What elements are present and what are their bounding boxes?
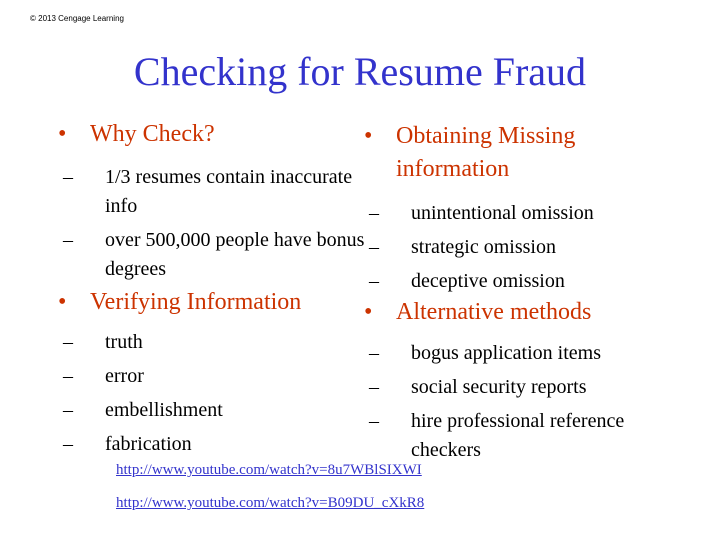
sub-item bbox=[364, 407, 641, 465]
left-section-verifying bbox=[58, 288, 358, 461]
bullet-heading bbox=[364, 298, 684, 327]
left-section-why-check bbox=[58, 120, 365, 284]
right-section-obtaining bbox=[364, 120, 684, 298]
sub-item-text: error bbox=[105, 365, 144, 387]
sub-item-text: bogus application items bbox=[411, 342, 601, 364]
sub-item-text: fabrication bbox=[105, 433, 192, 455]
sub-item-text: social security reports bbox=[411, 376, 587, 398]
slide-title: Checking for Resume Fraud bbox=[133, 49, 587, 94]
dash-icon: – bbox=[369, 236, 379, 258]
video-link-2[interactable]: http://www.youtube.com/watch?v=B09DU_cXkR8 bbox=[116, 495, 425, 511]
dash-icon: – bbox=[369, 342, 379, 364]
dash-icon: – bbox=[63, 166, 73, 188]
dash-icon: – bbox=[369, 270, 379, 292]
sub-item bbox=[58, 393, 358, 427]
dash-icon: – bbox=[63, 365, 73, 387]
bullet-heading bbox=[58, 288, 358, 317]
heading-text: Alternative methods bbox=[396, 299, 592, 325]
sub-item bbox=[364, 230, 684, 264]
sub-item-text: 1/3 resumes contain inaccurate info bbox=[105, 166, 353, 217]
sub-item bbox=[58, 359, 358, 393]
heading-text: Why Check? bbox=[90, 121, 215, 147]
dash-icon: – bbox=[63, 229, 73, 251]
bullet-icon: • bbox=[58, 289, 67, 315]
sub-item bbox=[364, 264, 684, 298]
bullet-heading bbox=[364, 120, 656, 186]
sub-item bbox=[58, 325, 358, 359]
sub-item bbox=[58, 226, 375, 284]
heading-text: Obtaining Missing information bbox=[396, 123, 576, 182]
sub-item-text: strategic omission bbox=[411, 236, 556, 258]
bullet-icon: • bbox=[364, 123, 373, 149]
sub-item bbox=[364, 336, 684, 370]
dash-icon: – bbox=[369, 410, 379, 432]
copyright-notice: © 2013 Cengage Learning bbox=[30, 14, 124, 23]
sub-item-text: embellishment bbox=[105, 399, 223, 421]
dash-icon: – bbox=[369, 376, 379, 398]
sub-item bbox=[364, 196, 684, 230]
video-link-1[interactable]: http://www.youtube.com/watch?v=8u7WBlSIXWI bbox=[116, 462, 422, 478]
sub-item-text: hire professional reference checkers bbox=[411, 410, 625, 461]
sub-item-text: over 500,000 people have bonus degrees bbox=[105, 229, 365, 280]
sub-item-text: deceptive omission bbox=[411, 270, 565, 292]
sub-item bbox=[58, 427, 358, 461]
bullet-icon: • bbox=[58, 121, 67, 147]
sub-item-text: truth bbox=[105, 331, 143, 353]
dash-icon: – bbox=[369, 202, 379, 224]
right-section-alternative bbox=[364, 298, 684, 465]
sub-item-text: unintentional omission bbox=[411, 202, 594, 224]
sub-item bbox=[364, 370, 684, 404]
dash-icon: – bbox=[63, 433, 73, 455]
sub-item bbox=[58, 163, 355, 221]
dash-icon: – bbox=[63, 399, 73, 421]
video-links bbox=[116, 462, 424, 512]
bullet-heading bbox=[58, 120, 348, 149]
heading-text: Verifying Information bbox=[90, 289, 302, 315]
dash-icon: – bbox=[63, 331, 73, 353]
bullet-icon: • bbox=[364, 299, 373, 325]
